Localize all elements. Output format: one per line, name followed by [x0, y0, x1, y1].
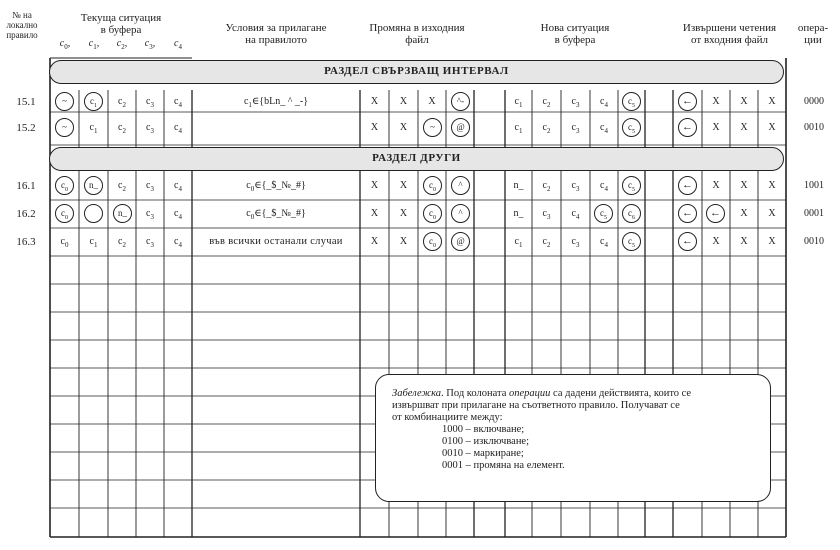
- new-buffer-cell: n_: [513, 180, 524, 191]
- buffer-cell: $c_2$: [118, 180, 126, 193]
- new-buffer-cell: $c_4$: [600, 236, 608, 249]
- buffer-cell: $c_4$: [174, 96, 182, 109]
- change-cell: @: [451, 118, 470, 137]
- new-buffer-cell: $c_3$: [571, 180, 580, 193]
- note-box: [375, 374, 771, 502]
- read-cell: X: [740, 208, 748, 219]
- header-rule-no: № на локално правило: [6, 10, 38, 40]
- buffer-cell: $c_2$: [118, 236, 126, 249]
- change-cell: @: [451, 232, 470, 251]
- header-buffer-col-4: $c_4$: [174, 38, 182, 51]
- rule-condition: $c_0\in\{\_\$\_№\_\#\}$: [246, 180, 306, 193]
- new-buffer-cell: $c_4$: [600, 122, 608, 135]
- read-cell: X: [768, 208, 776, 219]
- change-cell: X: [399, 180, 408, 191]
- change-cell: X: [428, 96, 436, 107]
- new-buffer-cell: $c_1$: [514, 96, 523, 109]
- buffer-cell: $c_4$: [174, 122, 182, 135]
- change-cell: X: [399, 208, 408, 219]
- new-buffer-cell: $c_3$: [571, 96, 580, 109]
- new-buffer-cell: $c_3$: [571, 236, 580, 249]
- note-line-1: Забележка. Под колоната операции са дадени действията, които се: [392, 388, 692, 399]
- note-line-3: от комбинациите между:: [392, 412, 503, 423]
- buffer-cell: $c_4$: [174, 208, 182, 221]
- header-buffer-col-0: $c_0$,: [59, 38, 71, 51]
- change-cell: X: [370, 236, 379, 247]
- change-cell: $c_0$: [423, 232, 442, 251]
- header-buffer-col-3: $c_3$,: [144, 38, 156, 51]
- new-buffer-cell: $c_4$: [600, 96, 608, 109]
- read-arrow-icon: ←: [678, 204, 697, 223]
- read-cell: X: [740, 96, 748, 107]
- new-buffer-cell: $c_2$: [542, 96, 551, 109]
- new-buffer-cell: $c_5$: [622, 118, 641, 137]
- buffer-cell: ~: [55, 92, 74, 111]
- buffer-cell: $c_2$: [118, 122, 126, 135]
- change-cell: ^: [451, 204, 470, 223]
- note-item: 0001 – промяна на елемент.: [442, 460, 565, 471]
- change-cell: X: [370, 122, 379, 133]
- new-buffer-cell: $c_5$: [622, 232, 641, 251]
- read-cell: X: [712, 122, 720, 133]
- change-cell: X: [370, 208, 379, 219]
- buffer-cell: $c_1$: [89, 236, 98, 249]
- buffer-cell: $c_1$: [89, 122, 98, 135]
- read-cell: X: [740, 236, 748, 247]
- header-change-source: Промяна в изходния файл: [369, 22, 465, 46]
- change-cell: X: [370, 180, 379, 191]
- buffer-cell: $c_3$: [146, 180, 154, 193]
- buffer-cell: $c_0$: [60, 236, 69, 249]
- read-cell: X: [768, 96, 776, 107]
- operation-code: 0000: [804, 96, 824, 107]
- note-line-2: извършват при прилагане на съответното правило. Получават се: [392, 400, 680, 411]
- change-cell: $c_0$: [423, 204, 442, 223]
- header-new-state: Нова ситуация в буфера: [540, 22, 610, 46]
- new-buffer-cell: $c_2$: [542, 236, 551, 249]
- section-band-interval: РАЗДЕЛ СВЪРЗВАЩ ИНТЕРВАЛ: [49, 60, 784, 84]
- header-operations: опера- ции: [797, 22, 829, 46]
- read-cell: X: [768, 122, 776, 133]
- note-item: 1000 – включване;: [442, 424, 525, 435]
- new-buffer-cell: $c_3$: [571, 122, 580, 135]
- header-read-input: Извършени четения от входния файл: [682, 22, 777, 46]
- new-buffer-cell: $c_1$: [514, 122, 523, 135]
- new-buffer-cell: $c_4$: [600, 180, 608, 193]
- new-buffer-cell: $c_5$: [622, 92, 641, 111]
- buffer-cell: $c_4$: [174, 180, 182, 193]
- new-buffer-cell: n_: [513, 208, 524, 219]
- change-cell: ~: [423, 118, 442, 137]
- buffer-cell: $c_0$: [55, 204, 74, 223]
- new-buffer-cell: $c_6$: [622, 204, 641, 223]
- read-cell: X: [740, 180, 748, 191]
- new-buffer-cell: $c_2$: [542, 180, 551, 193]
- buffer-cell: ~: [55, 118, 74, 137]
- read-cell: X: [768, 180, 776, 191]
- buffer-cell: $c_3$: [146, 208, 154, 221]
- rule-number: 16.2: [16, 208, 36, 220]
- rule-number: 16.3: [16, 236, 36, 248]
- buffer-cell: n_: [113, 204, 132, 223]
- read-arrow-icon: ←: [678, 232, 697, 251]
- read-arrow-icon: ←: [678, 92, 697, 111]
- read-cell: X: [712, 180, 720, 191]
- read-arrow-icon: ←: [706, 204, 725, 223]
- new-buffer-cell: $c_5$: [622, 176, 641, 195]
- read-arrow-icon: ←: [678, 118, 697, 137]
- buffer-cell: $c_3$: [146, 236, 154, 249]
- read-cell: X: [712, 236, 720, 247]
- new-buffer-cell: $c_4$: [571, 208, 580, 221]
- buffer-cell: n_: [84, 176, 103, 195]
- note-item: 0100 – изключване;: [442, 436, 530, 447]
- buffer-cell: $c_3$: [146, 96, 154, 109]
- section-band-other: РАЗДЕЛ ДРУГИ: [49, 147, 784, 171]
- header-buffer-state: Текуща ситуация в буфера: [80, 12, 162, 36]
- header-buffer-col-1: $c_1$,: [88, 38, 100, 51]
- new-buffer-cell: $c_5$: [594, 204, 613, 223]
- buffer-cell: $c_2$: [118, 96, 126, 109]
- new-buffer-cell: $c_1$: [514, 236, 523, 249]
- change-cell: ^: [451, 176, 470, 195]
- rule-condition: във всички останали случаи: [209, 236, 343, 247]
- rule-number: 15.1: [16, 96, 36, 108]
- buffer-cell: $c_1$: [84, 92, 103, 111]
- buffer-cell: $c_0$: [55, 176, 74, 195]
- rule-condition: $c_0\in\{\_\$\_№\_\#\}$: [246, 208, 306, 221]
- change-cell: X: [399, 236, 408, 247]
- rule-number: 15.2: [16, 122, 36, 134]
- new-buffer-cell: $c_2$: [542, 122, 551, 135]
- read-cell: X: [740, 122, 748, 133]
- change-cell: X: [399, 96, 408, 107]
- note-item: 0010 – маркиране;: [442, 448, 524, 459]
- buffer-cell: $c_3$: [146, 122, 154, 135]
- operation-code: 1001: [804, 180, 824, 191]
- rule-condition: $c_1\in\{bLn\_$ ^ _-}: [243, 96, 309, 109]
- buffer-cell: $c_4$: [174, 236, 182, 249]
- read-cell: X: [712, 96, 720, 107]
- buffer-cell: [84, 204, 103, 223]
- rule-number: 16.1: [16, 180, 36, 192]
- change-cell: ^-: [451, 92, 470, 111]
- change-cell: X: [399, 122, 408, 133]
- read-cell: X: [768, 236, 776, 247]
- change-cell: X: [370, 96, 379, 107]
- operation-code: 0001: [804, 208, 824, 219]
- header-conditions: Условия за прилагане на правилото: [225, 22, 327, 46]
- operation-code: 0010: [804, 122, 824, 133]
- operation-code: 0010: [804, 236, 824, 247]
- new-buffer-cell: $c_3$: [542, 208, 551, 221]
- header-buffer-col-2: $c_2$,: [116, 38, 128, 51]
- read-arrow-icon: ←: [678, 176, 697, 195]
- change-cell: $c_0$: [423, 176, 442, 195]
